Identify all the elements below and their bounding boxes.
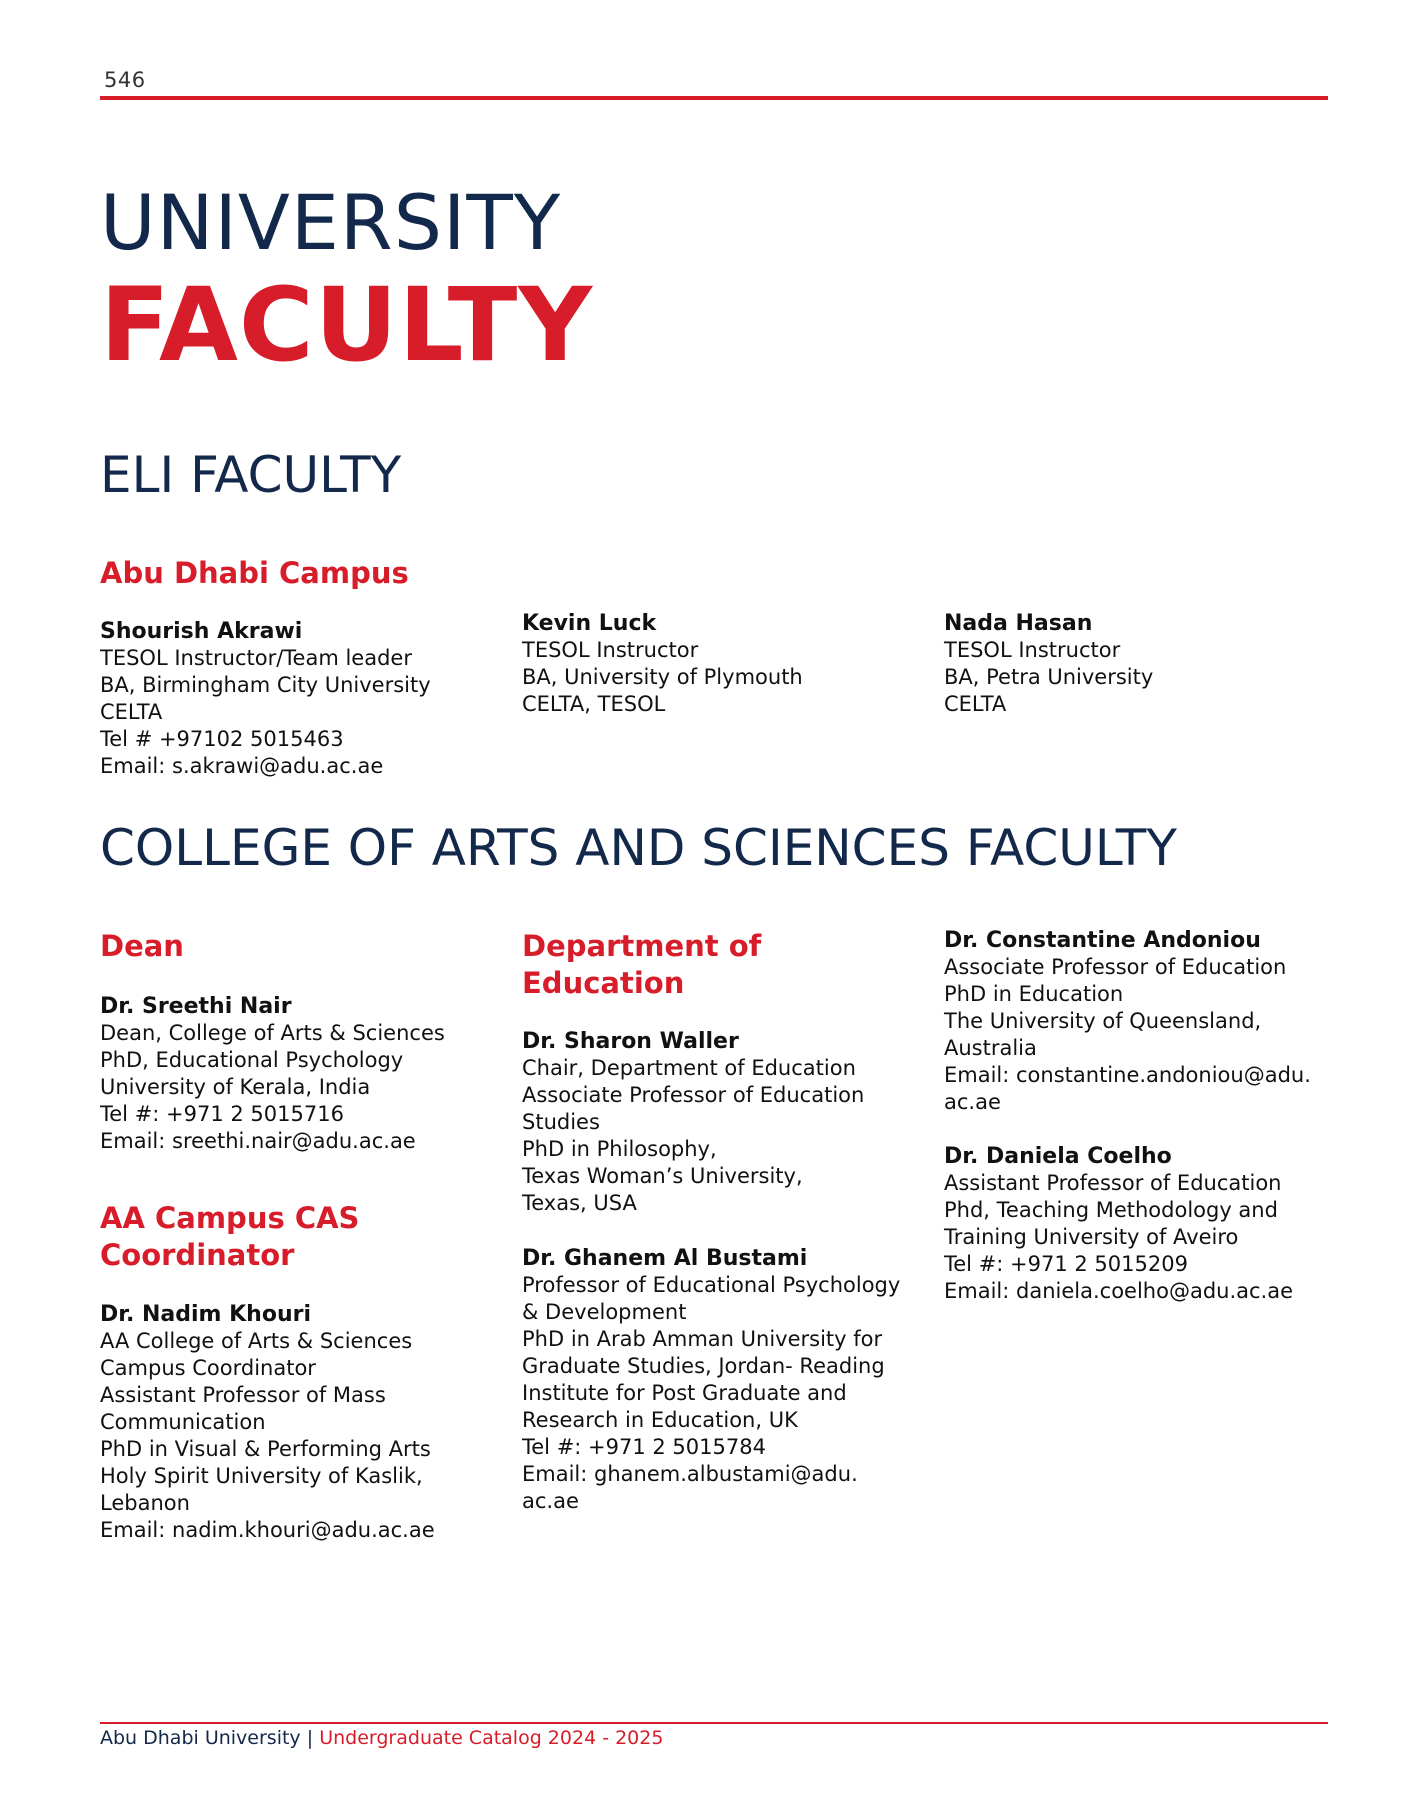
faculty-detail: BA, University of Plymouth [522,665,803,689]
faculty-email: Email: nadim.khouri@adu.ac.ae [100,1518,435,1542]
faculty-detail: PhD, Educational Psychology [100,1048,404,1072]
faculty-detail: Chair, Department of Education [522,1056,856,1080]
cas-faculty-heading: COLLEGE OF ARTS AND SCIENCES FACULTY [100,819,1177,877]
faculty-member-kevin-luck [522,610,803,718]
faculty-detail: CELTA [944,692,1007,716]
faculty-detail: TESOL Instructor/Team leader [100,646,412,670]
page-title-faculty: FACULTY [100,266,594,385]
faculty-detail: The University of Queensland, [944,1009,1262,1033]
faculty-detail: Phd, Teaching Methodology and [944,1198,1278,1222]
faculty-member-nadim-khouri [100,1301,435,1544]
faculty-name: Dr. Ghanem Al Bustami [522,1246,808,1271]
footer-separator: | [306,1727,314,1749]
education-subheading-line2: Education [522,966,685,1000]
faculty-name: Dr. Daniela Coelho [944,1144,1172,1169]
faculty-email: Email: daniela.coelho@adu.ac.ae [944,1279,1294,1303]
faculty-member-shourish-akrawi [100,618,431,780]
coordinator-subheading-line2: Coordinator [100,1238,295,1272]
faculty-detail: Lebanon [100,1491,190,1515]
faculty-email-continued: ac.ae [944,1090,1001,1114]
faculty-phone: Tel # +97102 5015463 [100,727,344,751]
faculty-member-sreethi-nair [100,993,445,1155]
faculty-member-constantine-andoniou [944,927,1311,1116]
faculty-detail: Assistant Professor of Education [944,1171,1282,1195]
faculty-detail: Studies [522,1110,600,1134]
faculty-member-sharon-waller [522,1028,864,1217]
faculty-detail: Professor of Educational Psychology [522,1273,901,1297]
faculty-detail: PhD in Arab Amman University for [522,1327,883,1351]
faculty-detail: CELTA [100,700,163,724]
faculty-phone: Tel #: +971 2 5015716 [100,1102,344,1126]
faculty-detail: Institute for Post Graduate and [522,1381,847,1405]
faculty-detail: CELTA, TESOL [522,692,666,716]
faculty-detail: Holy Spirit University of Kaslik, [100,1464,423,1488]
faculty-name: Dr. Sharon Waller [522,1029,739,1054]
faculty-detail: Associate Professor of Education [522,1083,865,1107]
page-title-university: UNIVERSITY [100,178,562,267]
eli-faculty-heading: ELI FACULTY [100,446,402,504]
faculty-email: Email: sreethi.nair@adu.ac.ae [100,1129,416,1153]
faculty-detail: Dean, College of Arts & Sciences [100,1021,445,1045]
faculty-name: Dr. Nadim Khouri [100,1302,311,1327]
faculty-email: Email: constantine.andoniou@adu. [944,1063,1311,1087]
faculty-email: Email: ghanem.albustami@adu. [522,1462,858,1486]
faculty-detail: TESOL Instructor [944,638,1121,662]
dean-subheading: Dean [100,929,184,963]
faculty-member-nada-hasan [944,610,1153,718]
faculty-detail: Training University of Aveiro [944,1225,1239,1249]
abu-dhabi-campus-subheading: Abu Dhabi Campus [100,556,409,590]
faculty-member-daniela-coelho [944,1143,1293,1305]
faculty-detail: BA, Petra University [944,665,1154,689]
faculty-detail: & Development [522,1300,687,1324]
header-rule [100,96,1328,100]
faculty-detail: Research in Education, UK [522,1408,798,1432]
faculty-detail: Campus Coordinator [100,1356,316,1380]
faculty-name: Nada Hasan [944,611,1093,636]
faculty-detail: Assistant Professor of Mass [100,1383,386,1407]
faculty-detail: Associate Professor of Education [944,955,1287,979]
faculty-detail: AA College of Arts & Sciences [100,1329,413,1353]
faculty-detail: Texas Woman’s University, [522,1164,803,1188]
faculty-email: Email: s.akrawi@adu.ac.ae [100,754,384,778]
faculty-detail: PhD in Education [944,982,1124,1006]
education-subheading-line1: Department of [522,929,762,963]
coordinator-subheading [100,1200,359,1274]
faculty-name: Shourish Akrawi [100,619,303,644]
footer-org: Abu Dhabi University [100,1727,301,1749]
faculty-detail: PhD in Visual & Performing Arts [100,1437,431,1461]
faculty-member-ghanem-al-bustami [522,1245,900,1515]
faculty-detail: BA, Birmingham City University [100,673,431,697]
faculty-email-continued: ac.ae [522,1489,579,1513]
faculty-name: Kevin Luck [522,611,657,636]
department-of-education-subheading [522,928,761,1002]
faculty-detail: Australia [944,1036,1037,1060]
faculty-name: Dr. Sreethi Nair [100,994,292,1019]
faculty-phone: Tel #: +971 2 5015209 [944,1252,1188,1276]
faculty-name: Dr. Constantine Andoniou [944,928,1261,953]
faculty-detail: University of Kerala, India [100,1075,371,1099]
coordinator-subheading-line1: AA Campus CAS [100,1201,360,1235]
footer-rule [100,1722,1328,1724]
page-number: 546 [104,68,146,92]
faculty-detail: Graduate Studies, Jordan- Reading [522,1354,885,1378]
page-footer [100,1727,663,1749]
faculty-detail: TESOL Instructor [522,638,699,662]
faculty-phone: Tel #: +971 2 5015784 [522,1435,766,1459]
faculty-detail: Texas, USA [522,1191,637,1215]
faculty-detail: PhD in Philosophy, [522,1137,717,1161]
faculty-detail: Communication [100,1410,266,1434]
footer-catalog: Undergraduate Catalog 2024 - 2025 [319,1727,664,1749]
